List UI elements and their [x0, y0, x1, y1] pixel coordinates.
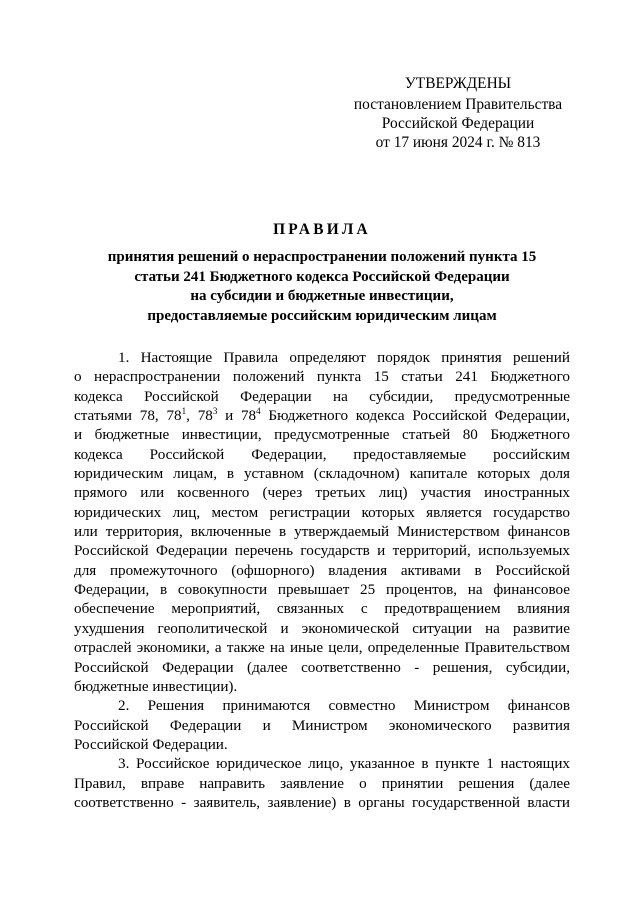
- text-line: бюджетные инвестиции).: [74, 677, 238, 695]
- text-fragment: и 78: [217, 407, 257, 425]
- subtitle-line: принятия решений о нераспространении положений пункта 15: [107, 249, 537, 265]
- text-line: или территория, включенные в утверждаемый Министерством финансов: [74, 523, 570, 541]
- document-subtitle: [74, 248, 570, 326]
- paragraph-2: [74, 696, 570, 754]
- text-line: прямого или косвенного (через третьих лиц) участия иностранных: [74, 484, 570, 502]
- document-body: [74, 348, 570, 812]
- text-line-with-superscripts: [74, 406, 570, 425]
- text-line: Правил, вправе направить заявление о принятии решения (далее: [74, 774, 570, 792]
- text-fragment: , 78: [186, 407, 213, 425]
- text-fragment: статьями 78, 78: [74, 407, 182, 425]
- text-line: 3. Российское юридическое лицо, указанное в пункте 1 настоящих: [118, 755, 570, 773]
- text-line: для промежуточного (офшорного) владения активами в Российской: [74, 561, 570, 579]
- text-line: соответственно - заявитель, заявление) в органы государственной власти: [74, 793, 570, 811]
- paragraph-1: [74, 348, 570, 696]
- document-title: ПРАВИЛА: [273, 221, 371, 238]
- text-line: отраслей экономики, а также на иные цели, определенные Правительством: [74, 639, 570, 657]
- approval-date-line: от 17 июня 2024 г. № 813: [375, 134, 541, 151]
- approval-line: Российской Федерации: [381, 115, 535, 132]
- superscript: 1: [181, 406, 187, 417]
- text-line: юридических лиц, местом регистрации которых является государство: [74, 503, 570, 521]
- text-line: 1. Настоящие Правила определяют порядок принятия решений: [118, 349, 570, 366]
- text-line: юридическим лицам, в уставном (складочном) капитале которых доля: [74, 465, 570, 483]
- text-line: Федерации, в совокупности превышает 25 процентов, на финансовое: [74, 581, 570, 599]
- subtitle-line: на субсидии и бюджетные инвестиции,: [190, 288, 454, 304]
- text-line: ухудшения геополитической и экономической ситуации на развитие: [74, 619, 570, 637]
- subtitle-line: предоставляемые российским юридическим лицам: [147, 307, 497, 324]
- superscript: 3: [212, 406, 218, 417]
- subtitle-line: статьи 241 Бюджетного кодекса Российской Федерации: [134, 268, 510, 285]
- text-line: Российской Федерации перечень государств и территорий, используемых: [74, 542, 570, 560]
- approval-block: [330, 74, 586, 152]
- text-line: Российской Федерации.: [74, 735, 228, 753]
- text-line: кодекса Российской Федерации, предоставляемые российским: [74, 445, 570, 463]
- text-fragment: Бюджетного кодекса Российской Федерации,: [260, 407, 570, 425]
- text-line: и бюджетные инвестиции, предусмотренные статьей 80 Бюджетного: [74, 426, 570, 444]
- approval-heading: УТВЕРЖДЕНЫ: [404, 75, 512, 92]
- superscript: 4: [256, 406, 261, 417]
- text-line: о нераспространении положений пункта 15 статьи 241 Бюджетного: [74, 368, 570, 386]
- approval-line: постановлением Правительства: [353, 96, 563, 113]
- text-line: Российской Федерации и Министром экономического развития: [74, 716, 570, 734]
- text-line: кодекса Российской Федерации на субсидии, предусмотренные: [74, 387, 570, 405]
- text-line: 2. Решения принимаются совместно Министром финансов: [118, 697, 570, 715]
- text-line: обеспечение мероприятий, связанных с предотвращением влияния: [74, 600, 570, 618]
- paragraph-3: [74, 754, 570, 812]
- text-line: Российской Федерации (далее соответственно - решения, субсидии,: [74, 658, 570, 676]
